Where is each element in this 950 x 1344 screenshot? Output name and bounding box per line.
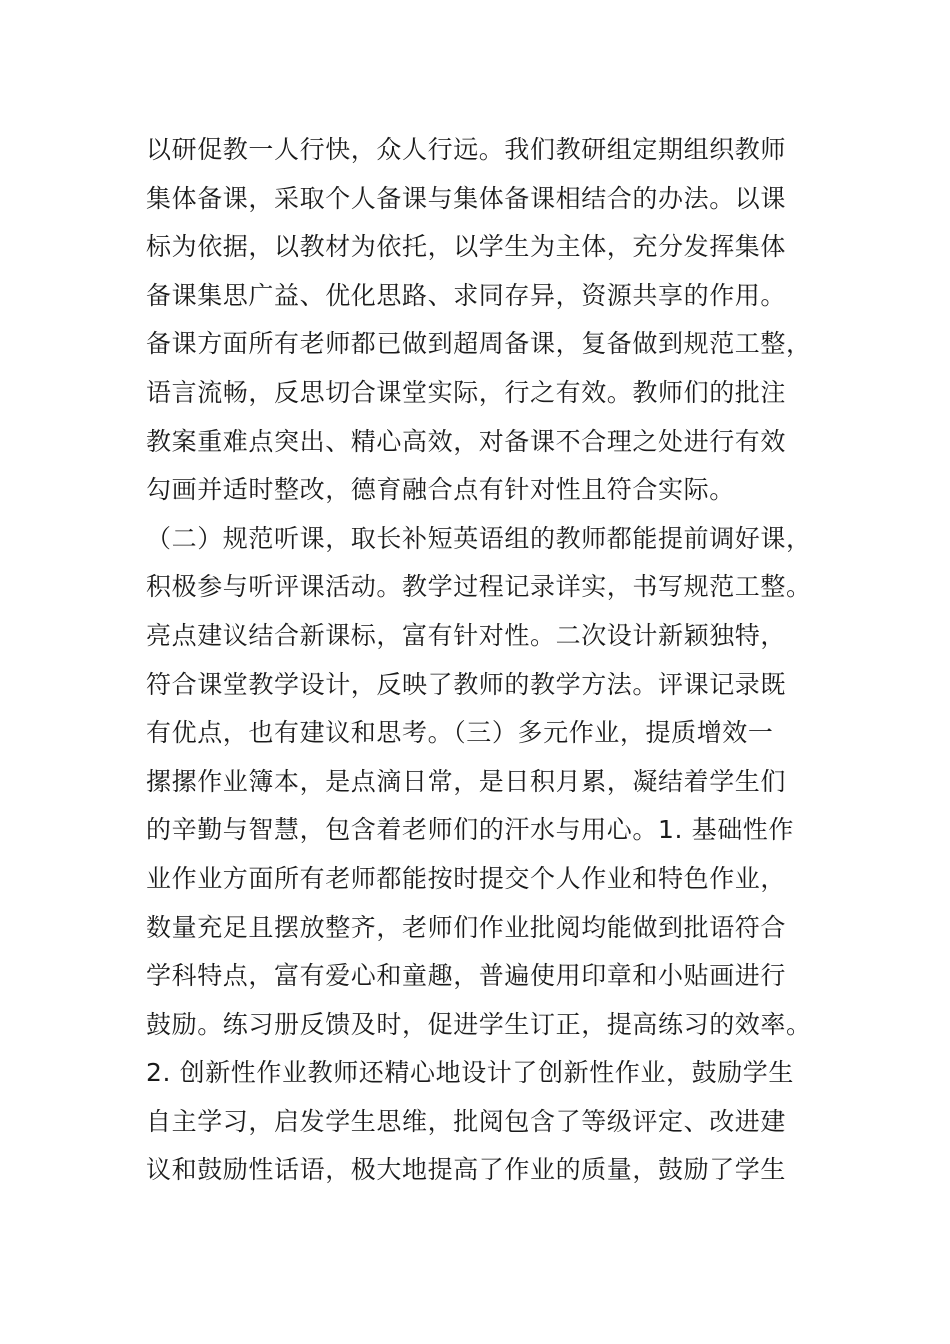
text-line: 备课集思广益、优化思路、求同存异，资源共享的作用。 [146,280,787,310]
text-line: 2. 创新性作业教师还精心地设计了创新性作业，鼓励学生 [146,1058,795,1088]
text-line: 摞摞作业簿本，是点滴日常，是日积月累，凝结着学生们 [146,766,787,796]
text-line: 有优点，也有建议和思考。（三）多元作业，提质增效一 [146,718,774,748]
text-line: 数量充足且摆放整齐，老师们作业批阅均能做到批语符合 [146,912,787,942]
text-line: 勾画并适时整改，德育融合点有针对性且符合实际。 [146,475,735,505]
text-line: 亮点建议结合新课标，富有针对性。二次设计新颖独特， [146,620,787,650]
text-line: 备课方面所有老师都已做到超周备课，复备做到规范工整， [146,329,812,359]
text-line: 学科特点，富有爱心和童趣，普遍使用印章和小贴画进行 [146,961,787,991]
text-line: 自主学习，启发学生思维，批阅包含了等级评定、改进建 [146,1106,787,1136]
body-text [146,126,812,1195]
text-line: 集体备课，采取个人备课与集体备课相结合的办法。以课 [146,183,787,213]
text-line: 鼓励。练习册反馈及时，促进学生订正，提高练习的效率。 [146,1009,812,1039]
text-line: 议和鼓励性话语，极大地提高了作业的质量，鼓励了学生 [146,1155,787,1185]
text-line: （二）规范听课，取长补短英语组的教师都能提前调好课， [146,523,812,553]
text-line: 教案重难点突出、精心高效，对备课不合理之处进行有效 [146,426,787,456]
text-line: 语言流畅，反思切合课堂实际，行之有效。教师们的批注 [146,377,787,407]
text-line: 符合课堂教学设计，反映了教师的教学方法。评课记录既 [146,669,787,699]
text-line: 标为依据，以教材为依托，以学生为主体，充分发挥集体 [146,232,787,262]
text-line: 以研促教一人行快，众人行远。我们教研组定期组织教师 [146,135,787,164]
text-line: 积极参与听评课活动。教学过程记录详实，书写规范工整。 [146,572,812,602]
text-line: 业作业方面所有老师都能按时提交个人作业和特色作业， [146,863,787,893]
text-line: 的辛勤与智慧，包含着老师们的汗水与用心。1. 基础性作 [146,815,795,845]
